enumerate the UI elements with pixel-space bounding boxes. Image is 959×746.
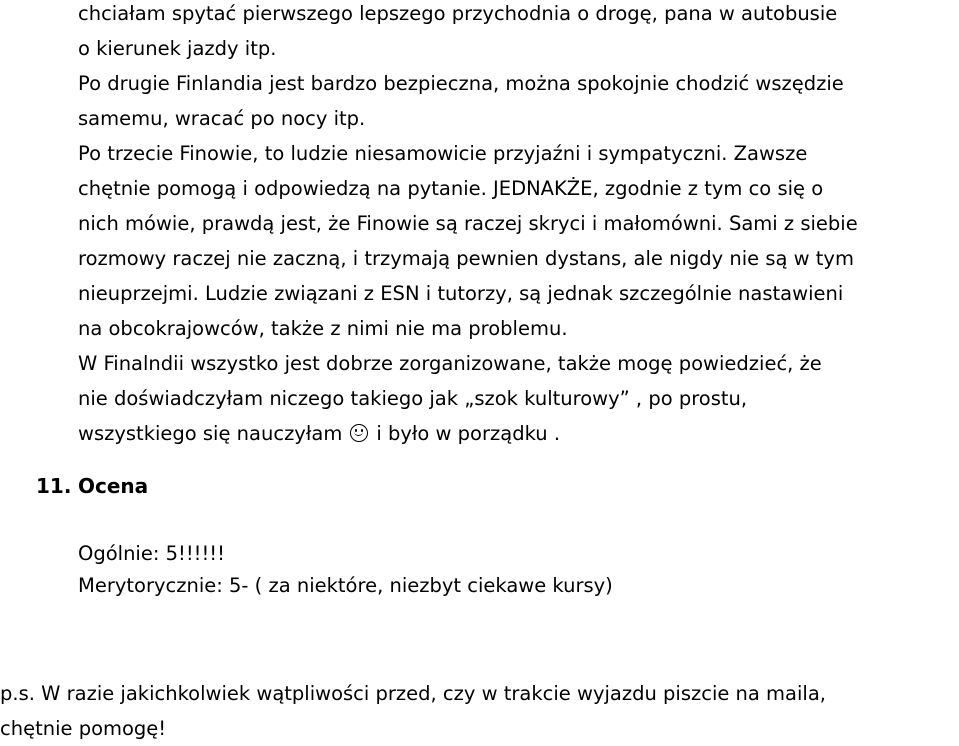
paragraph-line: Po trzecie Finowie, to ludzie niesamowicie przyjaźni i sympatyczni. Zawsze bbox=[78, 142, 808, 165]
postscript bbox=[0, 676, 959, 746]
paragraph-line: nie doświadczyłam niczego takiego jak „szok kulturowy” , po prostu, bbox=[78, 387, 748, 410]
ratings-block bbox=[78, 538, 956, 602]
paragraph-line: samemu, wracać po nocy itp. bbox=[78, 107, 366, 130]
rating-substantive: Merytorycznie: 5- ( za niektóre, niezbyt ciekawe kursy) bbox=[78, 574, 613, 597]
paragraph-line: chętnie pomogą i odpowiedzą na pytanie. JEDNAKŻE, zgodnie z tym co się o bbox=[78, 177, 824, 200]
paragraph-line: Po drugie Finlandia jest bardzo bezpieczna, można spokojnie chodzić wszędzie bbox=[78, 72, 844, 95]
paragraph-line: W Finalndii wszystko jest dobrze zorganizowane, także mogę powiedzieć, że bbox=[78, 352, 822, 375]
paragraph-line: na obcokrajowców, także z nimi nie ma problemu. bbox=[78, 317, 568, 340]
smiley-icon bbox=[350, 424, 368, 442]
section-number: 11. bbox=[36, 474, 72, 498]
paragraph-line: nieuprzejmi. Ludzie związani z ESN i tutorzy, są jednak szczególnie nastawieni bbox=[78, 282, 844, 305]
paragraph-line: chciałam spytać pierwszego lepszego przychodnia o drogę, pana w autobusie bbox=[78, 2, 838, 25]
section-heading bbox=[36, 474, 148, 498]
paragraph-line: rozmowy raczej nie zaczną, i trzymają pewnien dystans, ale nigdy nie są w tym bbox=[78, 247, 854, 270]
postscript-line: p.s. W razie jakichkolwiek wątpliwości przed, czy w trakcie wyjazdu piszcie na maila, bbox=[0, 682, 826, 705]
paragraph-last-line bbox=[78, 416, 956, 451]
body-paragraph bbox=[78, 0, 956, 451]
section-title: Ocena bbox=[78, 474, 149, 498]
paragraph-line: nich mówie, prawdą jest, że Finowie są raczej skryci i małomówni. Sami z siebie bbox=[78, 212, 858, 235]
last-line-text: wszystkiego się nauczyłam bbox=[78, 422, 343, 445]
last-line-text-end: i było w porządku . bbox=[376, 422, 561, 445]
rating-overall: Ogólnie: 5!!!!!! bbox=[78, 542, 225, 565]
paragraph-line: o kierunek jazdy itp. bbox=[78, 37, 277, 60]
postscript-line: chętnie pomogę! bbox=[0, 717, 167, 740]
